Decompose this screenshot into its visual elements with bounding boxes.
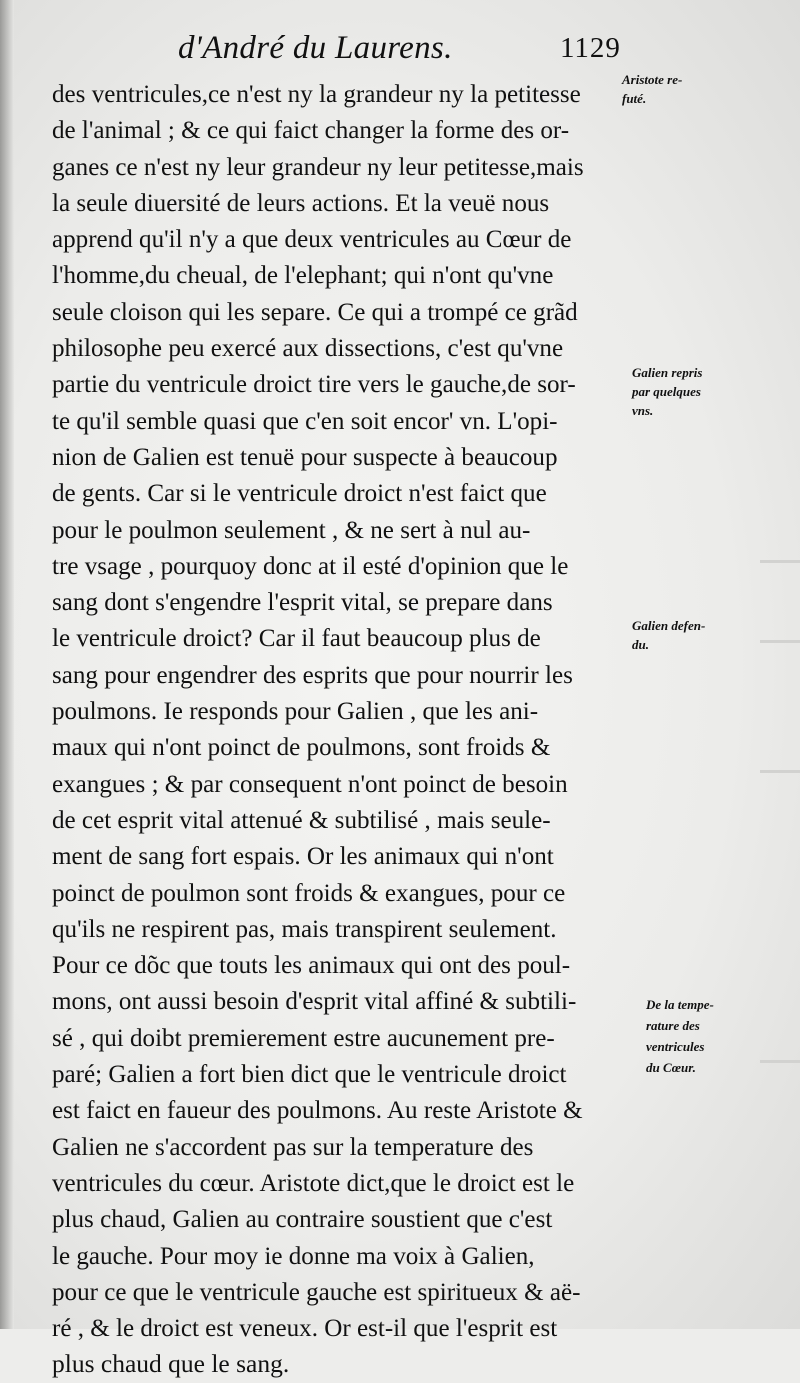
margin-note-line: du Cœur. xyxy=(646,1060,696,1075)
margin-note-temperature xyxy=(646,994,714,1078)
text-line: qu'ils ne respirent pas, mais transpirent seulement. xyxy=(52,913,557,943)
text-line: le gauche. Pour moy ie donne ma voix à Galien, xyxy=(52,1240,535,1270)
text-line: sé , qui doibt premierement estre aucunement pre- xyxy=(52,1022,555,1052)
text-line: paré; Galien a fort bien dict que le ventricule droict xyxy=(52,1059,567,1089)
text-line: Pour ce dõc que touts les animaux qui ont des poul- xyxy=(52,950,571,980)
text-line: exangues ; & par consequent n'ont poinct de besoin xyxy=(52,768,568,798)
text-line: ganes ce n'est ny leur grandeur ny leur petitesse,mais xyxy=(52,151,584,181)
text-line: mons, ont aussi besoin d'esprit vital affiné & subtili- xyxy=(52,986,577,1016)
text-line: philosophe peu exercé aux dissections, c'est qu'vne xyxy=(52,333,564,363)
margin-note-line: Galien repris xyxy=(632,365,703,380)
text-line: est faict en faueur des poulmons. Au reste Aristote & xyxy=(52,1095,583,1125)
margin-note-line: du. xyxy=(632,637,649,652)
text-line: de l'animal ; & ce qui faict changer la forme des or- xyxy=(52,115,570,145)
page-header xyxy=(0,30,800,74)
margin-note-line: rature des xyxy=(646,1018,700,1033)
margin-note-aristote-refute xyxy=(622,70,682,108)
text-line: poulmons. Ie responds pour Galien , que les ani- xyxy=(52,696,539,726)
text-line: ventricules du cœur. Aristote dict,que le droict est le xyxy=(52,1167,575,1197)
text-line: sang pour engendrer des esprits que pour nourrir les xyxy=(52,659,573,689)
margin-note-line: Aristote re- xyxy=(622,72,683,87)
text-line: apprend qu'il n'y a que deux ventricules au Cœur de xyxy=(52,224,572,254)
text-line: l'homme,du cheual, de l'elephant; qui n'ont qu'vne xyxy=(52,260,554,290)
text-line: pour ce que le ventricule gauche est spiritueux & aë- xyxy=(52,1276,581,1306)
text-line: maux qui n'ont poinct de poulmons, sont froids & xyxy=(52,732,551,762)
running-head: d'André du Laurens. xyxy=(178,30,453,66)
page-number: 1129 xyxy=(560,32,621,64)
text-line: seule cloison qui les separe. Ce qui a trompé ce grãd xyxy=(52,296,578,326)
text-line: partie du ventricule droict tire vers le gauche,de sor- xyxy=(52,369,576,399)
show-through-mark xyxy=(760,640,800,643)
margin-note-line: futé. xyxy=(622,91,647,106)
text-line: plus chaud, Galien au contraire soustient que c'est xyxy=(52,1204,553,1234)
margin-note-line: par quelques xyxy=(632,384,701,399)
margin-note-line: Galien defen- xyxy=(632,618,706,633)
text-line: la seule diuersité de leurs actions. Et la veuë nous xyxy=(52,187,550,217)
show-through-mark xyxy=(760,1060,800,1063)
text-line: Galien ne s'accordent pas sur la temperature des xyxy=(52,1131,534,1161)
text-line: ment de sang fort espais. Or les animaux qui n'ont xyxy=(52,841,554,871)
text-line: sang dont s'engendre l'esprit vital, se prepare dans xyxy=(52,587,553,617)
margin-note-line: ventricules xyxy=(646,1039,705,1054)
text-line: te qu'il semble quasi que c'en soit encor' vn. L'opi- xyxy=(52,405,558,435)
text-line: poinct de poulmon sont froids & exangues, pour ce xyxy=(52,877,566,907)
margin-note-galien-repris xyxy=(632,363,702,420)
text-line: nion de Galien est tenuë pour suspecte à beaucoup xyxy=(52,441,558,471)
text-line: tre vsage , pourquoy donc at il esté d'opinion que le xyxy=(52,550,569,580)
show-through-mark xyxy=(760,770,800,773)
text-line: de cet esprit vital attenué & subtilisé , mais seule- xyxy=(52,804,551,834)
margin-note-galien-defendu xyxy=(632,616,705,654)
text-line: pour le poulmon seulement , & ne sert à nul au- xyxy=(52,514,531,544)
text-line: des ventricules,ce n'est ny la grandeur ny la petitesse xyxy=(52,79,581,108)
text-line: ré , & le droict est veneux. Or est-il que l'esprit est xyxy=(52,1313,558,1343)
text-line: le ventricule droict? Car il faut beaucoup plus de xyxy=(52,623,541,653)
text-line: de gents. Car si le ventricule droict n'est faict que xyxy=(52,478,547,508)
show-through-mark xyxy=(760,560,800,563)
margin-note-line: De la tempe- xyxy=(646,997,714,1012)
body-text xyxy=(52,76,652,1383)
margin-note-line: vns. xyxy=(632,403,654,418)
text-line: plus chaud que le sang. xyxy=(52,1349,290,1379)
